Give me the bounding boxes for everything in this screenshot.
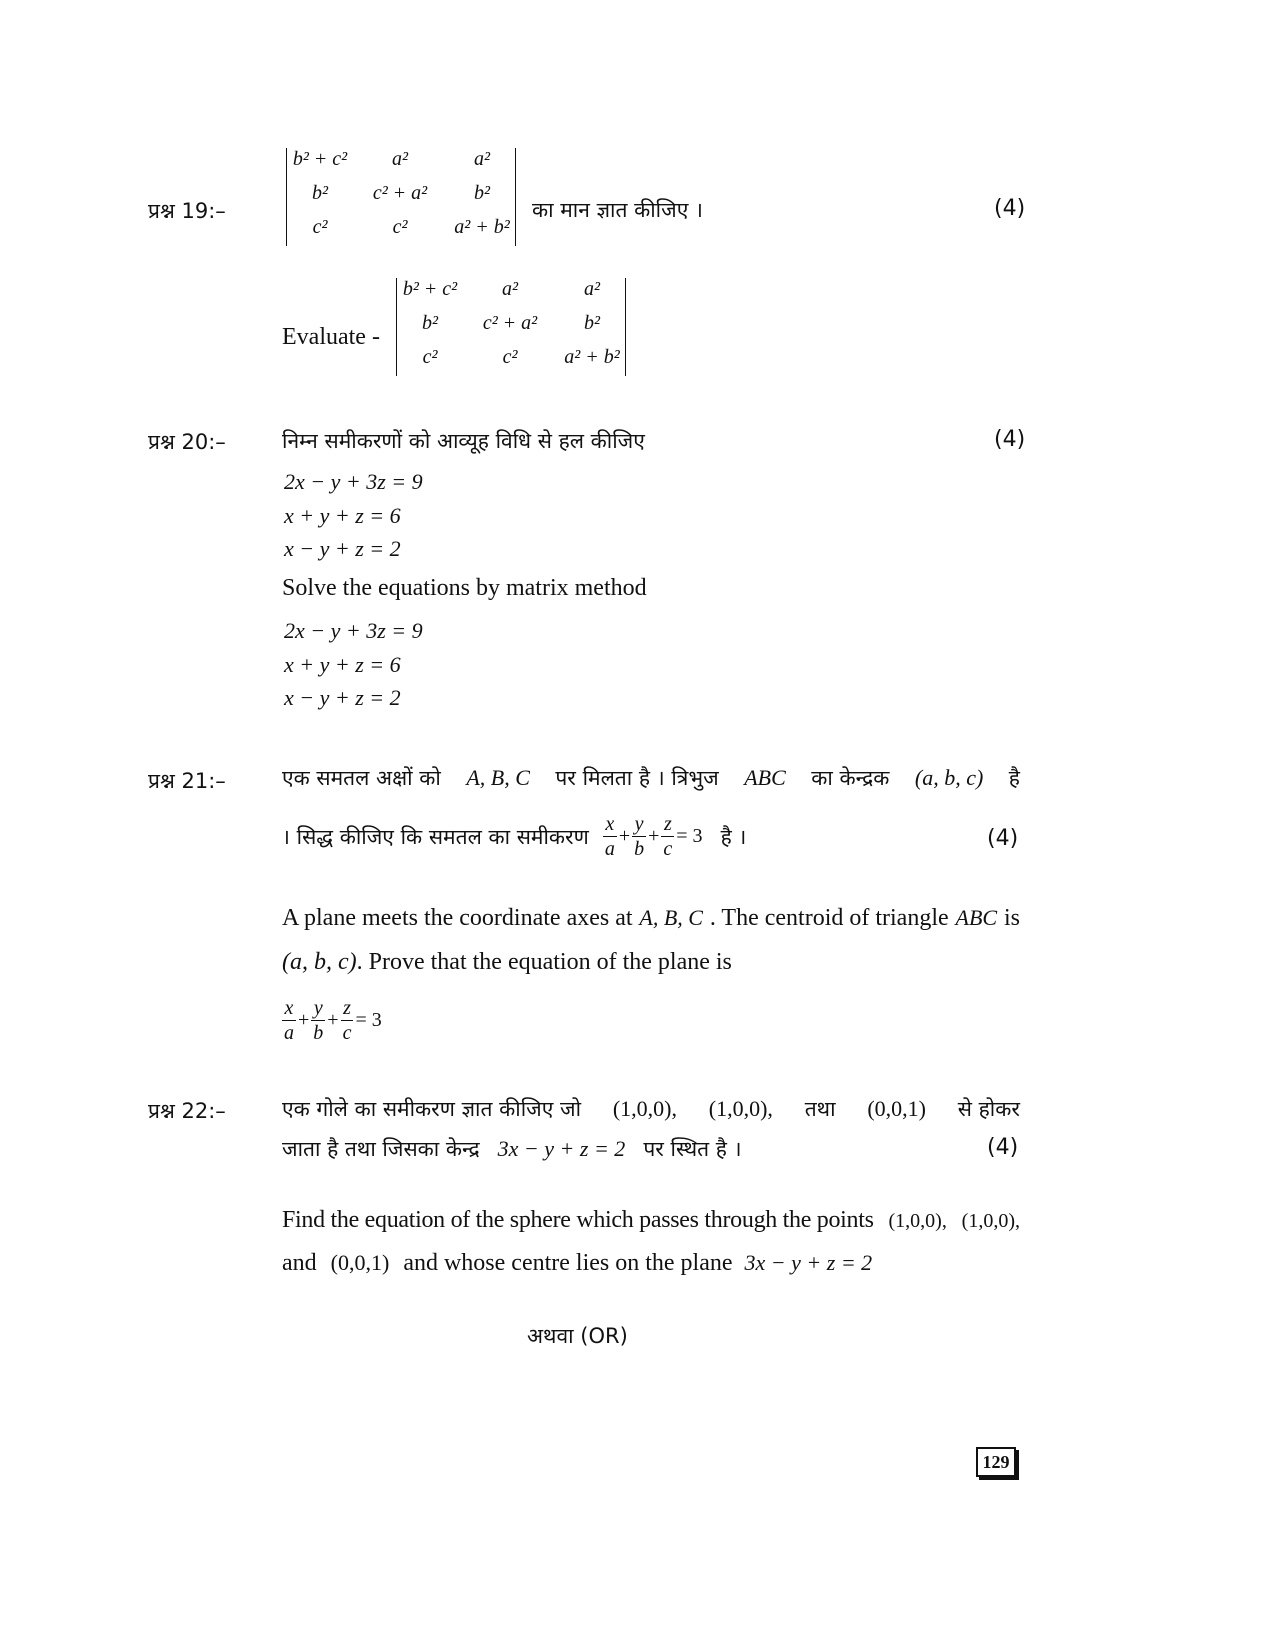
q22-english-part: Find the equation of the sphere which passes through the points	[282, 1207, 874, 1233]
matrix-cell: a² + b²	[564, 346, 620, 368]
matrix-cell: c² + a²	[482, 312, 538, 334]
q22-hindi-line2	[282, 1135, 742, 1163]
q22-english-line1	[282, 1207, 1020, 1234]
q21-marks: (4)	[987, 826, 1019, 851]
denominator: a	[604, 838, 615, 860]
matrix-cell: a²	[584, 278, 600, 300]
q21-points: A, B, C	[466, 765, 530, 790]
q21-hindi-part: है ।	[720, 824, 747, 849]
matrix-cell: b² + c²	[402, 278, 458, 300]
q21-points: A, B, C	[639, 905, 703, 930]
q19-label: प्रश्न 19:–	[148, 199, 226, 223]
q22-hindi-part: एक गोले का समीकरण ज्ञात कीजिए जो	[282, 1097, 582, 1121]
q21-centroid: (a, b, c)	[914, 765, 984, 790]
equation-rhs: = 3	[676, 825, 703, 847]
numerator: z	[661, 812, 674, 837]
denominator: a	[284, 1022, 294, 1044]
q22-english-line2	[282, 1250, 872, 1277]
fraction	[632, 812, 646, 861]
q21-english-part: is	[1003, 905, 1020, 931]
q22-point: (0,0,1)	[330, 1250, 390, 1275]
q21-label: प्रश्न 21:–	[148, 769, 226, 793]
q22-hindi-part: जाता है तथा जिसका केन्द्र	[282, 1137, 480, 1161]
matrix-cell: b²	[312, 182, 328, 204]
q21-centroid: (a, b, c)	[282, 949, 357, 975]
page-number: 129	[976, 1447, 1016, 1477]
q21-hindi-part: पर मिलता है । त्रिभुज	[555, 766, 719, 790]
q20-english-text: Solve the equations by matrix method	[282, 575, 647, 601]
q21-english-part: . The centroid of triangle	[709, 905, 949, 931]
q22-hindi-line1	[282, 1095, 1020, 1123]
q20-hindi-text: निम्न समीकरणों को आव्यूह विधि से हल कीजिए	[282, 429, 645, 453]
q22-label: प्रश्न 22:–	[148, 1099, 226, 1123]
q21-plane-equation	[282, 996, 384, 1045]
q21-english-part: . Prove that the equation of the plane is	[356, 949, 732, 975]
matrix-cell: b²	[422, 312, 438, 334]
plus-sign: +	[298, 1009, 310, 1031]
matrix-cell: b²	[584, 312, 600, 334]
q22-hindi-part: से होकर	[957, 1097, 1020, 1121]
equation-line: x + y + z = 6	[284, 652, 401, 677]
q21-hindi-part: का केन्द्रक	[811, 766, 890, 790]
matrix-cell: a²	[502, 278, 518, 300]
fraction	[603, 812, 617, 861]
numerator: x	[282, 996, 296, 1021]
denominator: c	[663, 838, 673, 860]
numerator: y	[632, 812, 646, 837]
equation-line: x − y + z = 2	[284, 536, 401, 561]
q21-hindi-line1	[282, 764, 1020, 792]
equation-line: 2x − y + 3z = 9	[284, 469, 423, 494]
denominator: b	[634, 838, 645, 860]
matrix-cell: b² + c²	[292, 148, 348, 170]
q19-hindi-determinant	[286, 148, 516, 246]
q21-english-part: A plane meets the coordinate axes at	[282, 905, 633, 931]
q20-marks: (4)	[994, 427, 1026, 452]
q22-point: (1,0,0),	[888, 1210, 947, 1232]
q22-hindi-part: तथा	[804, 1097, 836, 1121]
q22-point: (1,0,0),	[708, 1096, 773, 1121]
denominator: c	[342, 1022, 352, 1044]
q22-point: (1,0,0),	[612, 1096, 677, 1121]
q21-triangle: ABC	[955, 905, 998, 930]
q21-english-line1	[282, 905, 1020, 932]
fraction	[311, 996, 325, 1045]
numerator: x	[603, 812, 617, 837]
q22-point: (0,0,1)	[867, 1096, 926, 1121]
or-separator: अथवा (OR)	[527, 1324, 628, 1348]
plus-sign: +	[327, 1009, 339, 1031]
q21-hindi-part: एक समतल अक्षों को	[282, 766, 441, 790]
fraction	[282, 996, 296, 1045]
matrix-cell: b²	[474, 182, 490, 204]
q21-triangle: ABC	[744, 765, 786, 790]
q22-english-part: and whose centre lies on the plane	[403, 1250, 733, 1276]
q21-hindi-part: है	[1008, 766, 1020, 790]
fraction	[341, 996, 354, 1045]
matrix-cell: a² + b²	[454, 216, 510, 238]
equation-line: 2x − y + 3z = 9	[284, 618, 423, 643]
numerator: z	[341, 996, 354, 1021]
plus-sign: +	[618, 825, 631, 847]
q21-english-line2	[282, 949, 732, 976]
denominator: b	[313, 1022, 324, 1044]
q22-point: (1,0,0),	[961, 1210, 1020, 1232]
matrix-cell: c²	[392, 216, 408, 238]
q19-marks: (4)	[994, 196, 1026, 221]
q19-english-determinant	[396, 278, 626, 376]
matrix-cell: c²	[502, 346, 518, 368]
equation-line: x + y + z = 6	[284, 503, 401, 528]
q21-hindi-part: । सिद्ध कीजिए कि समतल का समीकरण	[282, 824, 589, 849]
numerator: y	[311, 996, 325, 1021]
fraction	[661, 812, 674, 861]
matrix-cell: c² + a²	[372, 182, 428, 204]
equation-line: x − y + z = 2	[284, 685, 401, 710]
matrix-cell: a²	[474, 148, 490, 170]
q20-label: प्रश्न 20:–	[148, 430, 226, 454]
matrix-cell: c²	[422, 346, 438, 368]
q22-marks: (4)	[987, 1135, 1019, 1160]
q21-hindi-line2	[282, 812, 746, 861]
matrix-cell: a²	[392, 148, 408, 170]
q22-english-part: and	[282, 1250, 317, 1276]
q22-plane-eq: 3x − y + z = 2	[744, 1250, 873, 1275]
plus-sign: +	[648, 825, 660, 847]
q22-hindi-part: पर स्थित है ।	[643, 1137, 742, 1161]
q19-english-prefix: Evaluate -	[282, 324, 380, 350]
q22-plane-eq: 3x − y + z = 2	[497, 1136, 626, 1161]
equation-rhs: = 3	[355, 1009, 382, 1031]
matrix-cell: c²	[312, 216, 328, 238]
q19-hindi-text: का मान ज्ञात कीजिए ।	[532, 198, 703, 222]
